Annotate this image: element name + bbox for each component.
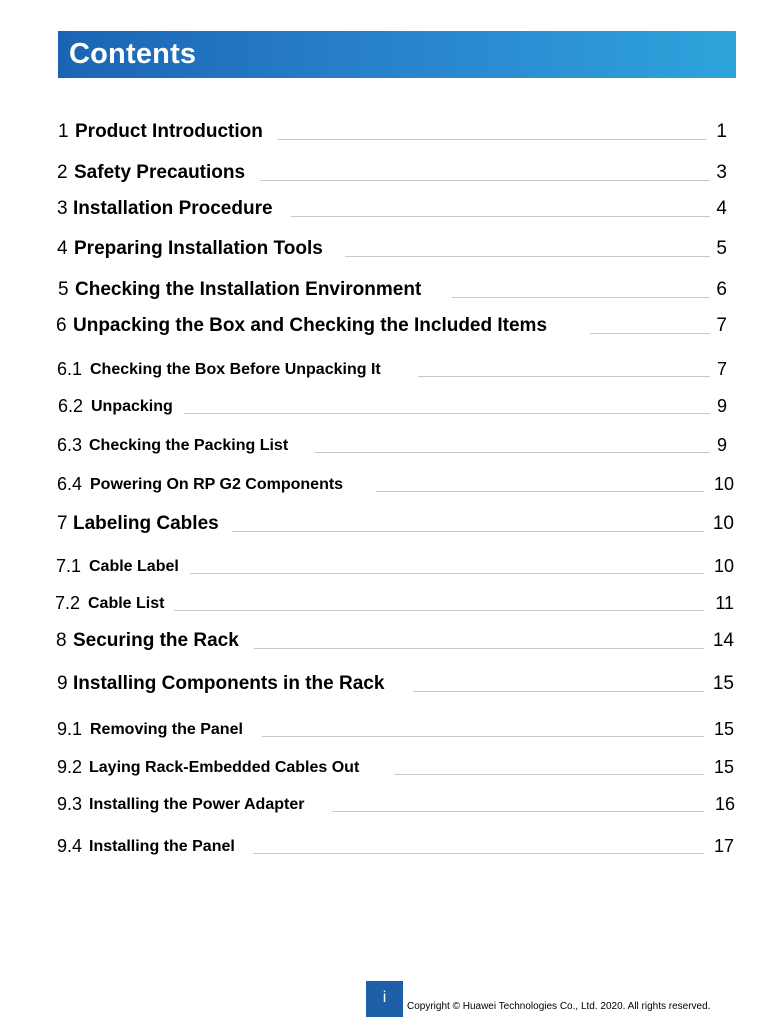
toc-entry-page: 17	[713, 836, 734, 856]
toc-entry-page: 10	[713, 474, 734, 494]
toc-entry-number: 9.2	[57, 757, 83, 777]
toc-entry-number: 8	[56, 630, 67, 651]
toc-entry-title[interactable]: Installing the Power Adapter	[89, 796, 305, 813]
contents-header-bar	[58, 31, 736, 78]
toc-entry-title[interactable]: Installation Procedure	[73, 198, 273, 219]
toc-entry-6-2[interactable]	[0, 395, 768, 425]
toc-entry-title[interactable]: Powering On RP G2 Components	[90, 476, 344, 493]
toc-entry-number: 3	[57, 198, 68, 219]
toc-entry-title[interactable]: Laying Rack-Embedded Cables Out	[89, 759, 360, 776]
toc-dot-leader	[190, 573, 704, 574]
toc-dot-leader	[262, 736, 704, 737]
toc-entry-page: 15	[712, 673, 734, 694]
toc-dot-leader	[260, 180, 710, 181]
toc-entry-4[interactable]	[0, 238, 768, 268]
toc-entry-page: 15	[713, 719, 734, 739]
page-title: Contents	[69, 38, 197, 70]
toc-entry-title[interactable]: Unpacking the Box and Checking the Included Items	[73, 315, 548, 336]
toc-entry-number: 2	[57, 162, 68, 183]
footer-page-number-box	[366, 981, 403, 1017]
toc-dot-leader	[278, 139, 706, 140]
toc-entry-page: 3	[716, 162, 727, 183]
toc-entry-title[interactable]: Cable Label	[89, 558, 179, 575]
toc-dot-leader	[376, 491, 704, 492]
toc-dot-leader	[174, 610, 704, 611]
toc-entry-7[interactable]	[0, 513, 768, 543]
toc-entry-page: 7	[716, 315, 727, 336]
toc-entry-7-1[interactable]	[0, 555, 768, 585]
toc-entry-number: 6	[56, 315, 67, 336]
toc-entry-6-1[interactable]	[0, 358, 768, 388]
toc-dot-leader	[315, 452, 710, 453]
toc-entry-page: 11	[715, 593, 734, 613]
toc-entry-number: 6.2	[58, 396, 84, 416]
toc-entry-number: 7	[57, 513, 68, 534]
toc-entry-number: 9	[57, 673, 68, 694]
toc-dot-leader	[254, 648, 704, 649]
toc-entry-page: 6	[716, 279, 727, 300]
toc-dot-leader	[418, 376, 710, 377]
toc-entry-number: 5	[58, 279, 69, 300]
toc-entry-7-2[interactable]	[0, 592, 768, 622]
toc-dot-leader	[394, 774, 704, 775]
toc-entry-page: 14	[712, 630, 734, 651]
toc-entry-page: 16	[714, 794, 735, 814]
toc-entry-9-2[interactable]	[0, 756, 768, 786]
toc-entry-5[interactable]	[0, 279, 768, 309]
toc-entry-title[interactable]: Unpacking	[91, 398, 173, 415]
toc-entry-page: 4	[716, 198, 727, 219]
toc-dot-leader	[232, 531, 704, 532]
toc-dot-leader	[452, 297, 710, 298]
footer-copyright: Copyright © Huawei Technologies Co., Ltd. 2020. All rights reserved.	[407, 1001, 711, 1012]
toc-entry-title[interactable]: Cable List	[88, 595, 165, 612]
toc-entry-title[interactable]: Safety Precautions	[74, 162, 246, 183]
toc-entry-page: 10	[712, 513, 734, 534]
toc-dot-leader	[253, 853, 704, 854]
toc-dot-leader	[332, 811, 704, 812]
toc-entry-8[interactable]	[0, 630, 768, 660]
toc-entry-page: 7	[716, 359, 727, 379]
toc-entry-title[interactable]: Product Introduction	[75, 121, 263, 142]
toc-entry-title[interactable]: Labeling Cables	[73, 513, 219, 534]
toc-entry-2[interactable]	[0, 162, 768, 192]
toc-dot-leader	[291, 216, 710, 217]
toc-entry-title[interactable]: Preparing Installation Tools	[74, 238, 323, 259]
toc-entry-title[interactable]: Removing the Panel	[90, 721, 243, 738]
footer-page-number: i	[382, 989, 387, 1006]
toc-dot-leader	[413, 691, 704, 692]
toc-entry-page: 5	[716, 238, 727, 259]
toc-entry-9-1[interactable]	[0, 718, 768, 748]
toc-entry-page: 9	[716, 435, 727, 455]
toc-entry-number: 7.1	[56, 556, 82, 576]
toc-entry-page: 10	[713, 556, 734, 576]
toc-entry-title[interactable]: Installing Components in the Rack	[73, 673, 385, 694]
toc-entry-6[interactable]	[0, 315, 768, 345]
toc-entry-number: 9.3	[57, 794, 83, 814]
toc-dot-leader	[184, 413, 710, 414]
toc-entry-6-3[interactable]	[0, 434, 768, 464]
toc-entry-title[interactable]: Checking the Box Before Unpacking It	[90, 361, 381, 378]
toc-entry-6-4[interactable]	[0, 473, 768, 503]
toc-entry-number: 7.2	[55, 593, 81, 613]
toc-entry-title[interactable]: Installing the Panel	[89, 838, 235, 855]
toc-entry-title[interactable]: Checking the Installation Environment	[75, 279, 422, 300]
toc-entry-9-3[interactable]	[0, 793, 768, 823]
toc-entry-title[interactable]: Securing the Rack	[73, 630, 239, 651]
toc-entry-number: 6.4	[57, 474, 83, 494]
toc-dot-leader	[590, 333, 710, 334]
toc-dot-leader	[345, 256, 710, 257]
toc-entry-number: 1	[58, 121, 69, 142]
toc-entry-page: 1	[716, 121, 727, 142]
toc-entry-number: 9.1	[57, 719, 83, 739]
toc-entry-1[interactable]	[0, 121, 768, 151]
toc-entry-number: 9.4	[57, 836, 83, 856]
toc-entry-number: 4	[57, 238, 68, 259]
toc-entry-number: 6.3	[57, 435, 83, 455]
toc-entry-3[interactable]	[0, 198, 768, 228]
toc-entry-9[interactable]	[0, 673, 768, 703]
toc-entry-page: 9	[716, 396, 727, 416]
toc-entry-title[interactable]: Checking the Packing List	[89, 437, 289, 454]
toc-entry-page: 15	[713, 757, 734, 777]
toc-entry-9-4[interactable]	[0, 835, 768, 865]
toc-entry-number: 6.1	[57, 359, 83, 379]
